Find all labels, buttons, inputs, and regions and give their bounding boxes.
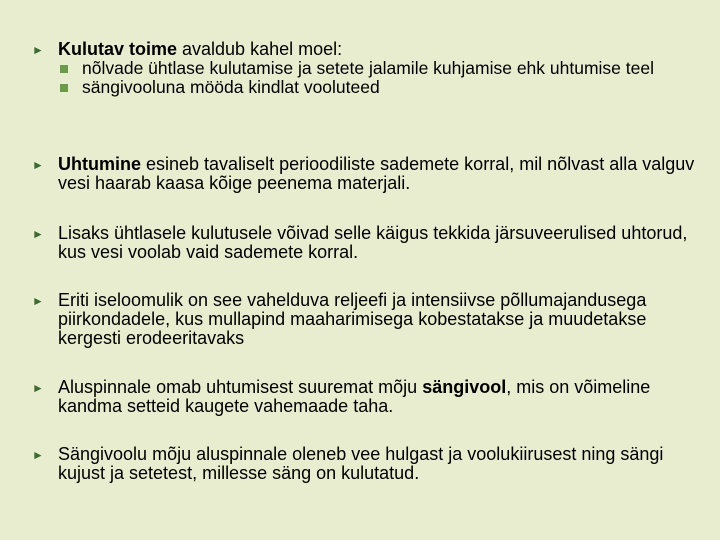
bullet-2-text: esineb tavaliselt perioodiliste sademete korral, mil nõlvast alla valguv vesi haarab kaasa kõige peenema materjali. <box>58 154 695 193</box>
right-pointer-icon: ► <box>32 158 44 172</box>
bullet-2 <box>32 155 702 193</box>
bullet-5 <box>32 378 702 416</box>
bullet-1-line <box>58 40 702 59</box>
bullet-5-text-before: Aluspinnale omab uhtumisest suuremat mõju <box>58 377 423 397</box>
bullet-3-text: Lisaks ühtlasele kulutusele võivad selle käigus tekkida järsuveerulised uhtorud, kus vesi voolab vaid sademete korral. <box>58 223 688 262</box>
bullet-6 <box>32 445 702 483</box>
right-pointer-icon: ► <box>32 381 44 395</box>
bullet-2-bold: Uhtumine <box>58 154 141 174</box>
bullet-4 <box>32 291 702 348</box>
bullet-2-content <box>58 155 702 193</box>
square-bullet-icon <box>60 65 68 73</box>
bullet-4-text: Eriti iseloomulik on see vahelduva reljeefi ja intensiivse põllumajandusega piirkondadele, kus mullapind maaharimisega kobestatakse ja muudetakse kergesti erodeeritavaks <box>58 290 647 348</box>
right-pointer-icon: ► <box>32 294 44 308</box>
right-pointer-icon: ► <box>32 227 44 241</box>
bullet-5-bold: sängivool <box>422 377 507 397</box>
bullet-3 <box>32 224 702 262</box>
bullet-1 <box>32 40 702 97</box>
right-pointer-icon: ► <box>32 448 44 462</box>
bullet-1-content <box>58 40 702 97</box>
sub-bullet-2 <box>60 78 702 97</box>
bullet-5-content <box>58 378 702 416</box>
bullet-6-text: Sängivoolu mõju aluspinnale oleneb vee hulgast ja voolukiirusest ning sängi kujust ja setetest, millesse säng on kulutatud. <box>58 444 664 483</box>
right-pointer-icon: ► <box>32 43 44 57</box>
bullet-1-text: avaldub kahel moel: <box>177 39 343 59</box>
square-bullet-icon <box>60 84 68 92</box>
sub-bullet-2-text: sängivooluna mööda kindlat vooluteed <box>82 77 380 97</box>
bullet-5-text-after: , mis on võimeline kandma setteid kaugete vahemaade taha. <box>58 377 651 416</box>
sub-bullet-1 <box>60 59 702 78</box>
bullet-1-bold: Kulutav toime <box>58 39 178 59</box>
sub-bullet-1-text: nõlvade ühtlase kulutamise ja setete jalamile kuhjamise ehk uhtumise teel <box>82 58 654 78</box>
